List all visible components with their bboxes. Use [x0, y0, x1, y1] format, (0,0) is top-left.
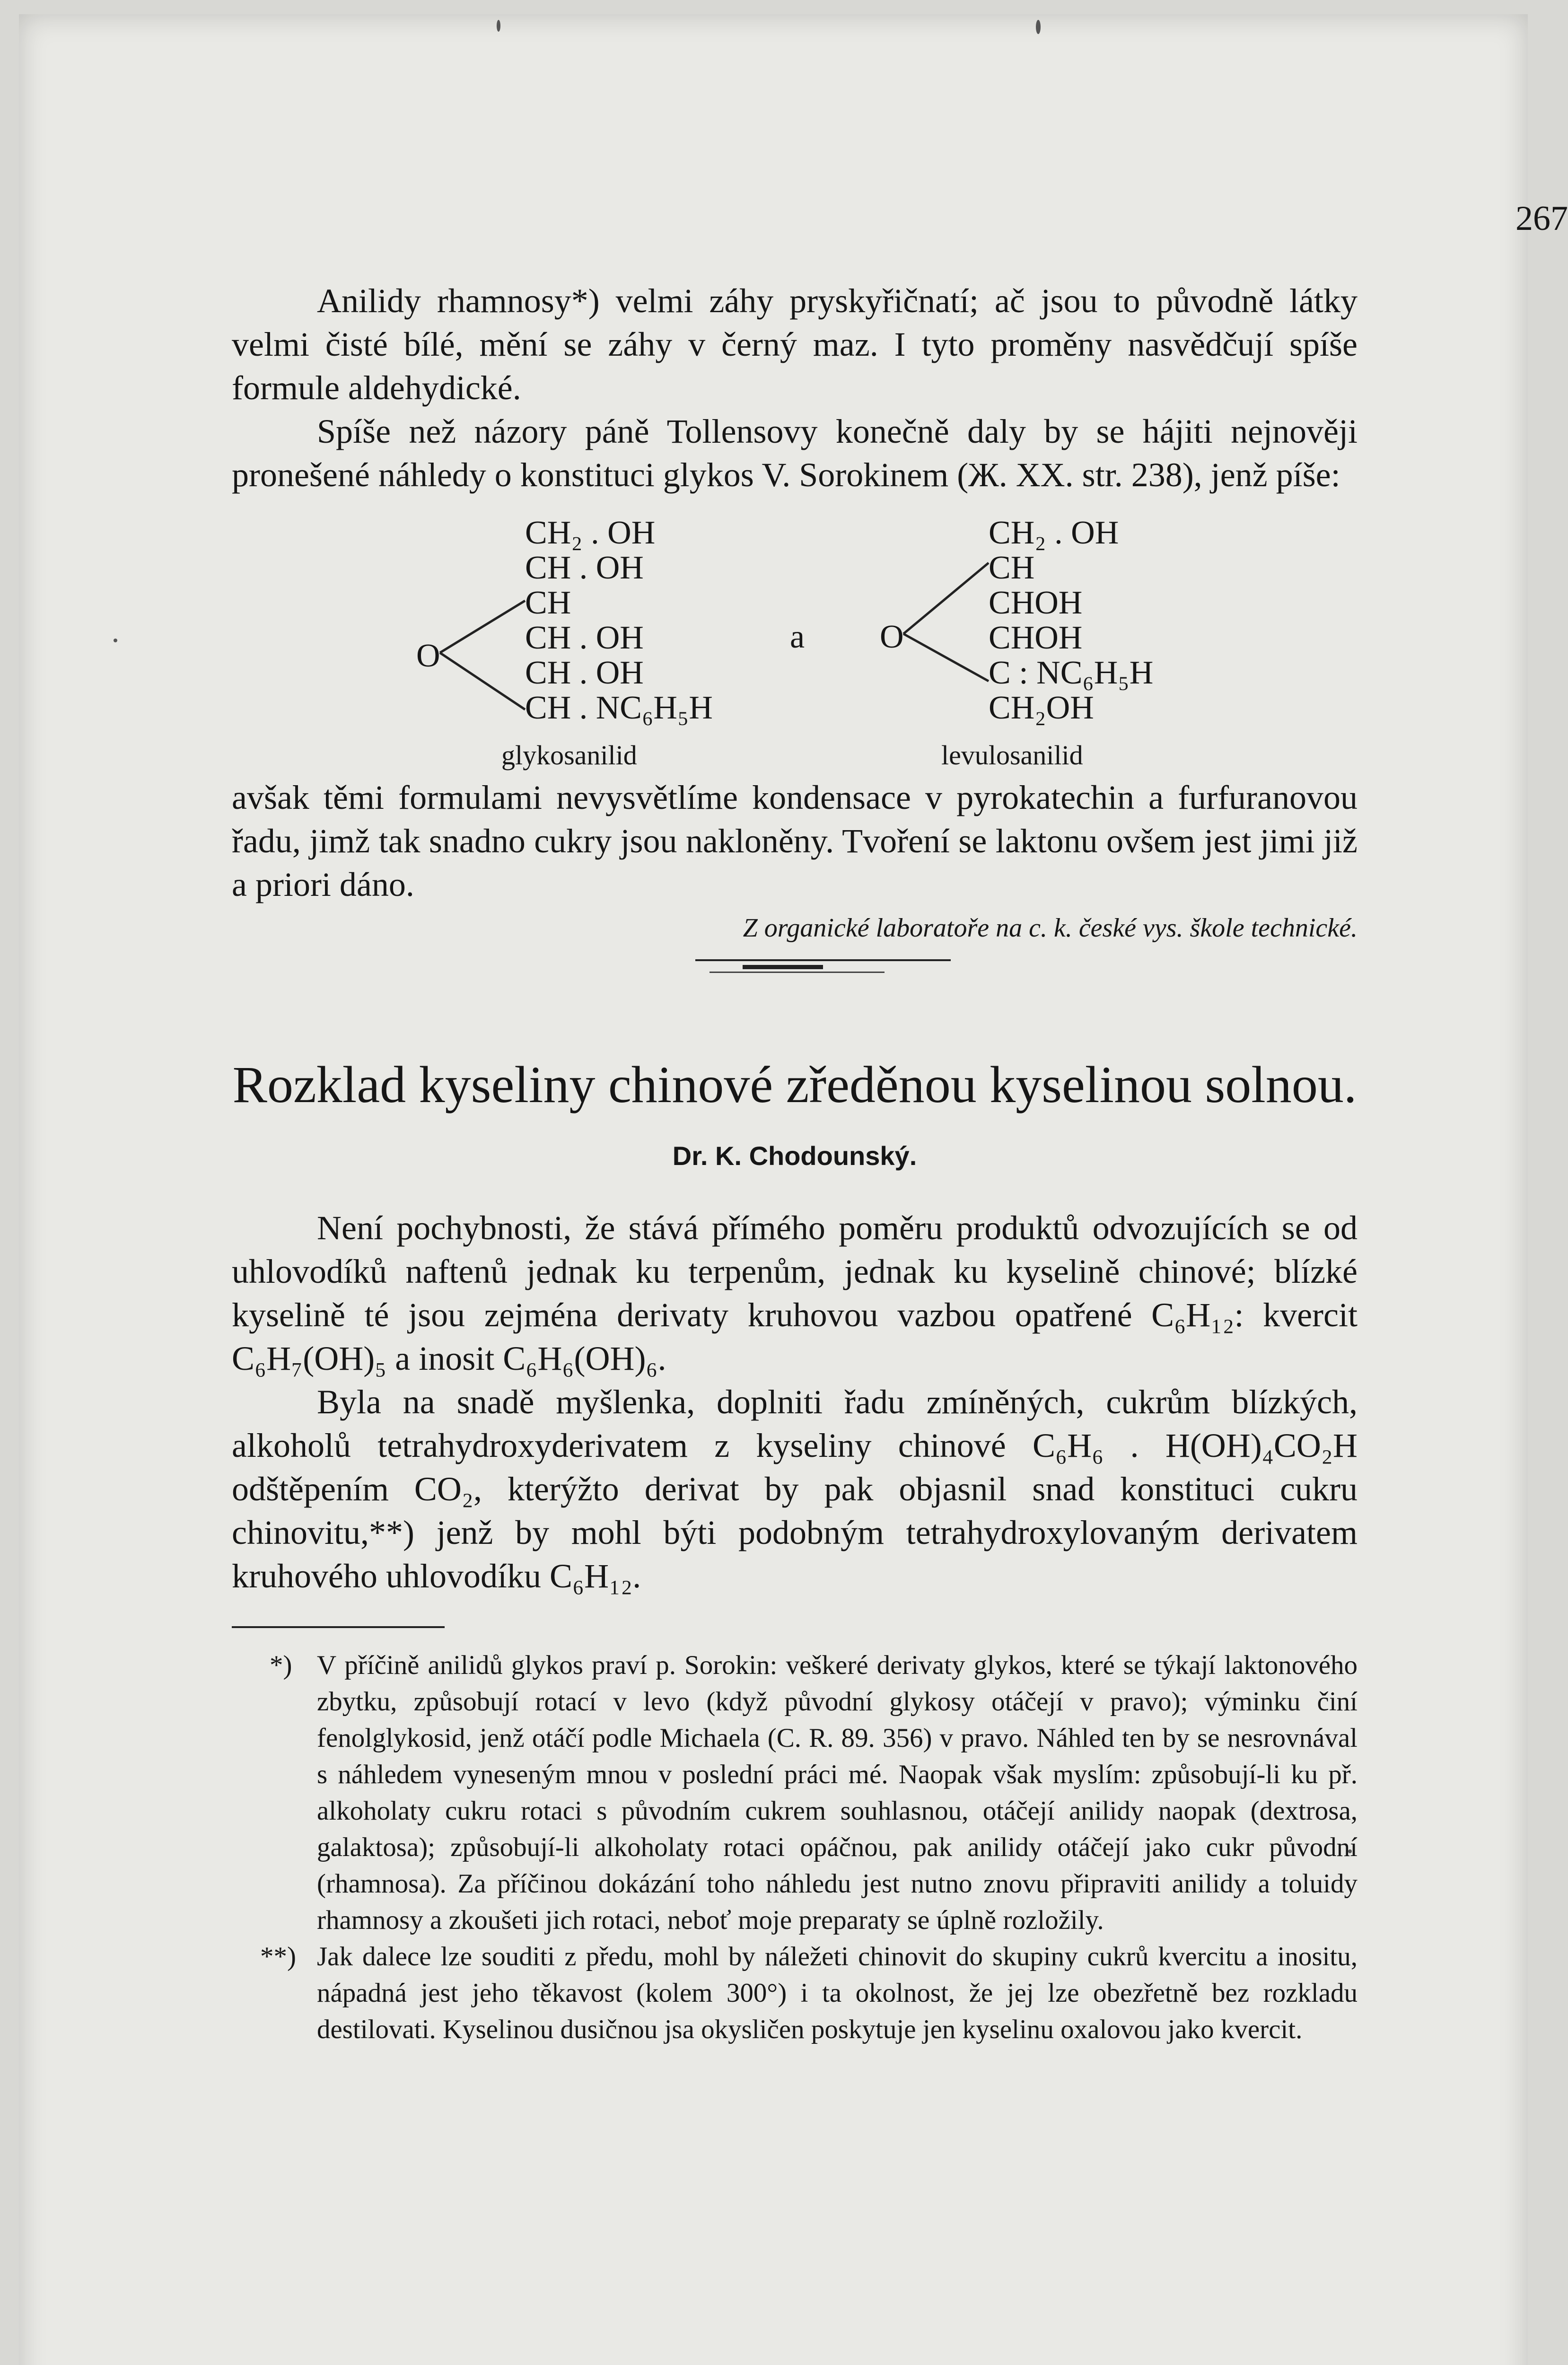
left-formula-line-2: CH . OH — [525, 550, 644, 586]
paragraph-2: Spíše než názory páně Tollensovy konečně daly by se hájiti nejnověji pronešené náhledy o konstituci glykos V. Sorokinem (Ж. XX. str. 238), jenž píše: — [232, 412, 1358, 494]
footnote-rule — [232, 1626, 445, 1628]
scanned-page — [19, 14, 1568, 2365]
footnote-1-text: V příčině anilidů glykos praví p. Sorokin: veškeré derivaty glykos, které se týkají laktonového zbytku, způsobují rotací v levo (když původní glykosy otáčejí v pravo); výminku činí fenolglykosid, jenž otáčí podle Michaela (C. R. 89. 356) v pravo. Náhled ten by se nesrovnával s náhledem vyneseným mnou v poslední práci mé. Naopak však myslím: způsobují-li ku př. alkoholaty cukru rotaci s původním cukrem souhlasnou, otáčejí anilidy naopak (dextrosa, galaktosa); způsobují-li alkoholaty rotaci opáčnou, pak anilidy otáčejí jako cukr původní (rhamnosa). Za příčinou dokázání toho náhledu jest nutno znovu připraviti anilidy a toluidy rhamnosy a zkoušeti jich rotaci, neboť moje preparaty se úplně rozložily. — [317, 1650, 1358, 1935]
structural-formulas — [232, 497, 1358, 776]
right-label: levulosanilid — [941, 740, 1083, 771]
left-label: glykosanilid — [501, 740, 637, 771]
left-oxygen: O — [416, 638, 440, 674]
paragraph-5: Byla na snadě myšlenka, doplniti řadu zmíněných, cukrům blízkých, alkoholů tetrahydroxyderivatem z kyseliny chinové C₆H₆ . H(OH)₄CO₂H odštěpením CO₂, kterýžto derivat by pak objasnil snad konstituci cukru chinovitu,**) jenž by mohl býti podobným tetrahydroxylovaným derivatem kruhového uhlovodíku C₆H₁₂. — [232, 1383, 1358, 1595]
right-formula-line-1: CH₂ . OH — [989, 515, 1119, 551]
right-formula-line-3: CHOH — [989, 585, 1083, 621]
paragraph-3: avšak těmi formulami nevysvětlíme kondensace v pyrokatechin a furfuranovou řadu, jimž tak snadno cukry jsou nakloněny. Tvoření se laktonu ovšem jest jimi již a priori dáno. — [232, 779, 1358, 903]
article-title: Rozklad kyseliny chinové zředěnou kyselinou solnou. — [232, 1056, 1357, 1113]
right-formula-line-5: C : NC₆H₅H — [989, 655, 1154, 691]
section-separator — [232, 950, 1358, 988]
source-note: Z organické laboratoře na c. k. české vys. škole technické. — [743, 913, 1358, 943]
main-text — [232, 279, 1358, 2048]
footnote-2-mark: **) — [260, 1942, 296, 1971]
footnote-1 — [232, 1647, 1358, 1938]
left-formula-line-6: CH . NC₆H₅H — [525, 690, 713, 726]
footnote-1-mark: *) — [270, 1650, 292, 1680]
left-formula-line-1: CH₂ . OH — [525, 515, 656, 551]
right-ring-bonds — [899, 553, 993, 695]
paragraph-4: Není pochybnosti, že stává přímého poměru produktů odvozujících se od uhlovodíků naftenů jednak ku terpenům, jednak ku kyselině chinové; blízké kyselině té jsou zejména derivaty kruhovou vazbou opatřené C₆H₁₂: kvercit C₆H₇(OH)₅ a inosit C₆H₆(OH)₆. — [232, 1209, 1358, 1377]
footnote-2-text: Jak dalece lze souditi z předu, mohl by náležeti chinovit do skupiny cukrů kvercitu a inositu, nápadná jest jeho těkavost (kolem 300°) i ta okolnost, že jej lze obezřetně bez rozkladu destilovati. Kyselinou dusičnou jsa okysličen poskytuje jen kyselinu oxalovou jako kvercit. — [317, 1942, 1358, 2044]
footnote-2 — [232, 1938, 1358, 2048]
right-formula-line-6: CH₂OH — [989, 690, 1094, 726]
right-formula-line-4: CHOH — [989, 620, 1083, 656]
left-formula-line-3: CH — [525, 585, 571, 621]
page-number: 267 — [1515, 199, 1568, 238]
right-oxygen: O — [880, 619, 904, 655]
left-ring-bonds — [435, 591, 530, 724]
article-author: Dr. K. Chodounský. — [672, 1141, 917, 1171]
left-formula-line-4: CH . OH — [525, 620, 644, 656]
formula-connector: a — [790, 619, 805, 655]
right-formula-line-2: CH — [989, 550, 1035, 586]
left-formula-line-5: CH . OH — [525, 655, 644, 691]
paragraph-1: Anilidy rhamnosy*) velmi záhy pryskyřičnatí; ač jsou to původně látky velmi čisté bílé, mění se záhy v černý maz. I tyto proměny nasvědčují spíše formule aldehydické. — [232, 282, 1358, 407]
